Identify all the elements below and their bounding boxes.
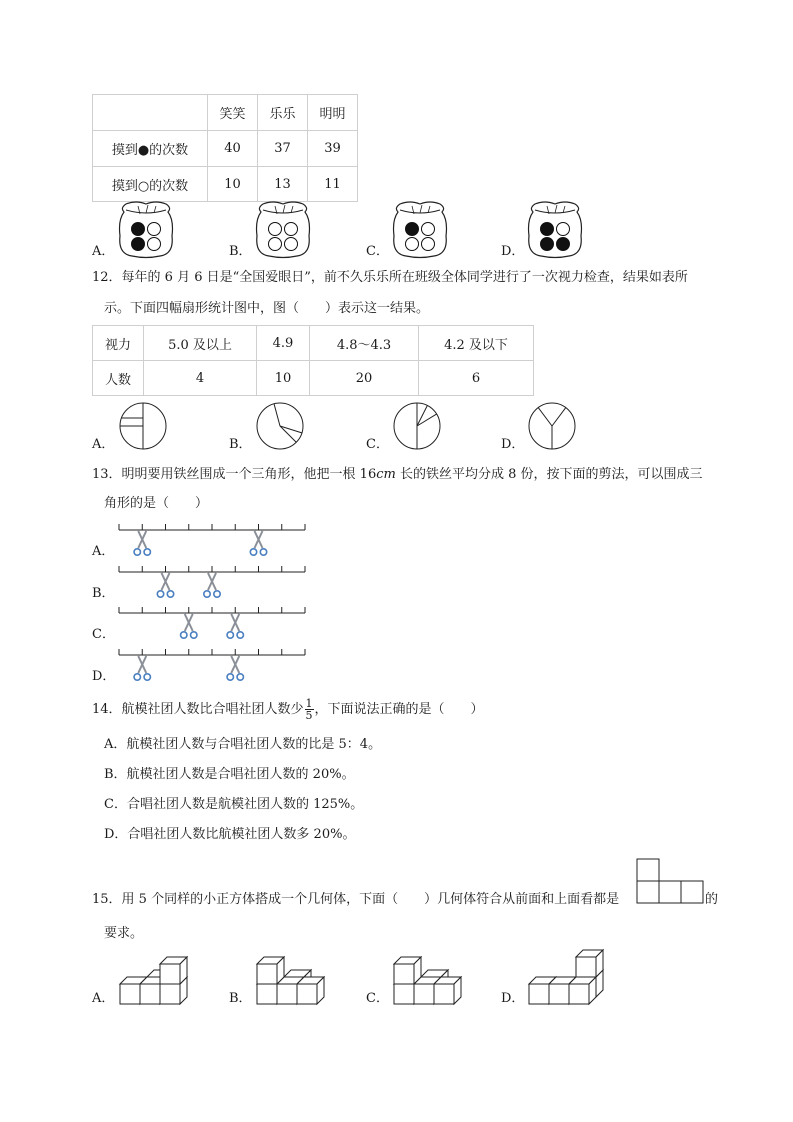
white-ball: [285, 223, 298, 236]
q14-option-a[interactable]: A．航模社团人数与合唱社团人数的比是 5：4。: [104, 737, 382, 752]
bag-icon: [390, 198, 450, 260]
white-ball: [557, 223, 570, 236]
vision-header: 4.2 及以下: [419, 326, 534, 361]
white-ball: [422, 238, 435, 251]
black-ball: [557, 238, 570, 251]
q13-stem-part-b: 长的铁丝平均分成 8 份，按下面的剪法，可以围成三: [395, 467, 703, 482]
cube-figure: [253, 944, 333, 1008]
q11-option-a-label[interactable]: A．: [92, 244, 115, 259]
cube: [434, 977, 461, 1004]
q11-option-b-label[interactable]: B．: [229, 244, 252, 259]
cube: [297, 977, 324, 1004]
black-ball: [132, 223, 145, 236]
target-view-figure: [636, 858, 706, 906]
cube: [257, 957, 284, 984]
q14-stem: [92, 697, 484, 723]
q14-stem-part-a: 14．航模社团人数比合唱社团人数少: [92, 702, 304, 717]
q15-stem-line1-b: 的: [705, 892, 719, 907]
bag-icon: [253, 198, 313, 260]
vision-cell: 人数: [93, 361, 144, 396]
black-ball: [406, 223, 419, 236]
q12-stem-line1: 12．每年的 6 月 6 日是“全国爱眼日”，前不久乐乐所在班级全体同学进行了一次视力检查，结果如表所: [92, 270, 688, 285]
q12-stem-line2: 示。下面四幅扇形统计图中，图（ ）表示这一结果。: [104, 301, 430, 316]
table1-header: 笑笑: [208, 95, 258, 131]
vision-header: 4.9: [257, 326, 310, 361]
q13-unit: cm: [376, 467, 396, 482]
scissors-icon: [250, 531, 266, 555]
scissors-icon: [227, 656, 243, 680]
q12-option-a-label[interactable]: A．: [92, 437, 115, 452]
scissors-icon: [227, 614, 243, 638]
white-ball: [422, 223, 435, 236]
cube-figure: [525, 944, 605, 1008]
vision-header: 4.8～4.3: [310, 326, 419, 361]
table1-cell: 10: [208, 167, 258, 202]
q11-option-c-label[interactable]: C．: [366, 244, 389, 259]
wire-ruler: [116, 521, 310, 559]
q13-stem-part-a: 13．明明要用铁丝围成一个三角形，他把一根 16: [92, 467, 377, 482]
pie-chart: [118, 401, 168, 451]
wire-ruler: [116, 646, 310, 684]
q13-stem-line1: [92, 465, 703, 485]
ball-count-table: [92, 94, 358, 202]
wire-ruler: [116, 604, 310, 642]
table1-cell: 摸到●的次数: [93, 131, 208, 167]
vision-cell: 6: [419, 361, 534, 396]
white-ball: [269, 238, 282, 251]
fraction-numerator: 1: [305, 697, 313, 710]
q12-option-c-label[interactable]: C．: [366, 437, 389, 452]
scissors-icon: [204, 573, 220, 597]
q15-option-c-label[interactable]: C．: [366, 991, 389, 1006]
white-ball: [406, 238, 419, 251]
cube: [394, 957, 421, 984]
q15-stem-line2: 要求。: [104, 926, 144, 941]
fraction-one-fifth: [305, 698, 314, 721]
q14-stem-part-b: ，下面说法正确的是（ ）: [314, 702, 484, 717]
q12-option-b-label[interactable]: B．: [229, 437, 252, 452]
cube: [576, 950, 603, 977]
white-ball: [269, 223, 282, 236]
pie-chart: [255, 401, 305, 451]
pie-chart: [392, 401, 442, 451]
black-ball: [541, 238, 554, 251]
table1-cell: 40: [208, 131, 258, 167]
q13-option-b-label[interactable]: B．: [92, 586, 115, 601]
q14-option-b[interactable]: B．航模社团人数是合唱社团人数的 20%。: [104, 767, 355, 782]
q15-option-d-label[interactable]: D．: [501, 991, 525, 1006]
table1-cell: 摸到○的次数: [93, 167, 208, 202]
fraction-denominator: 5: [305, 709, 313, 722]
scissors-icon: [157, 573, 173, 597]
cube: [160, 957, 187, 984]
q13-stem-line2: 角形的是（ ）: [104, 496, 209, 511]
scissors-icon: [134, 531, 150, 555]
table1-header: 明明: [308, 95, 358, 131]
bag-icon: [116, 198, 176, 260]
cube-figure: [390, 944, 470, 1008]
q13-option-c-label[interactable]: C．: [92, 627, 115, 642]
q12-option-d-label[interactable]: D．: [501, 437, 525, 452]
table1-cell: 37: [258, 131, 308, 167]
vision-header: 视力: [93, 326, 144, 361]
white-ball: [148, 223, 161, 236]
q14-option-d[interactable]: D．合唱社团人数比航模社团人数多 20%。: [104, 827, 356, 842]
pie-chart: [527, 401, 577, 451]
scissors-icon: [134, 656, 150, 680]
table1-cell: 39: [308, 131, 358, 167]
cube: [569, 977, 596, 1004]
table1-header-blank: [93, 95, 208, 131]
vision-cell: 20: [310, 361, 419, 396]
cube-figure: [116, 944, 196, 1008]
q15-option-a-label[interactable]: A．: [92, 991, 115, 1006]
q13-option-d-label[interactable]: D．: [92, 669, 116, 684]
table1-cell: 13: [258, 167, 308, 202]
bag-icon: [525, 198, 585, 260]
q15-stem-line1-a: 15．用 5 个同样的小正方体搭成一个几何体，下面（ ）几何体符合从前面和上面看都是: [92, 892, 620, 907]
white-ball: [285, 238, 298, 251]
wire-ruler: [116, 563, 310, 601]
black-ball: [541, 223, 554, 236]
vision-header: 5.0 及以上: [144, 326, 257, 361]
black-ball: [132, 238, 145, 251]
q11-option-d-label[interactable]: D．: [501, 244, 525, 259]
q15-option-b-label[interactable]: B．: [229, 991, 252, 1006]
scissors-icon: [181, 614, 197, 638]
vision-cell: 10: [257, 361, 310, 396]
white-ball: [148, 238, 161, 251]
q14-option-c[interactable]: C．合唱社团人数是航模社团人数的 125%。: [104, 797, 364, 812]
table1-header: 乐乐: [258, 95, 308, 131]
table1-cell: 11: [308, 167, 358, 202]
vision-table: [92, 325, 534, 396]
vision-cell: 4: [144, 361, 257, 396]
q13-option-a-label[interactable]: A．: [92, 544, 115, 559]
